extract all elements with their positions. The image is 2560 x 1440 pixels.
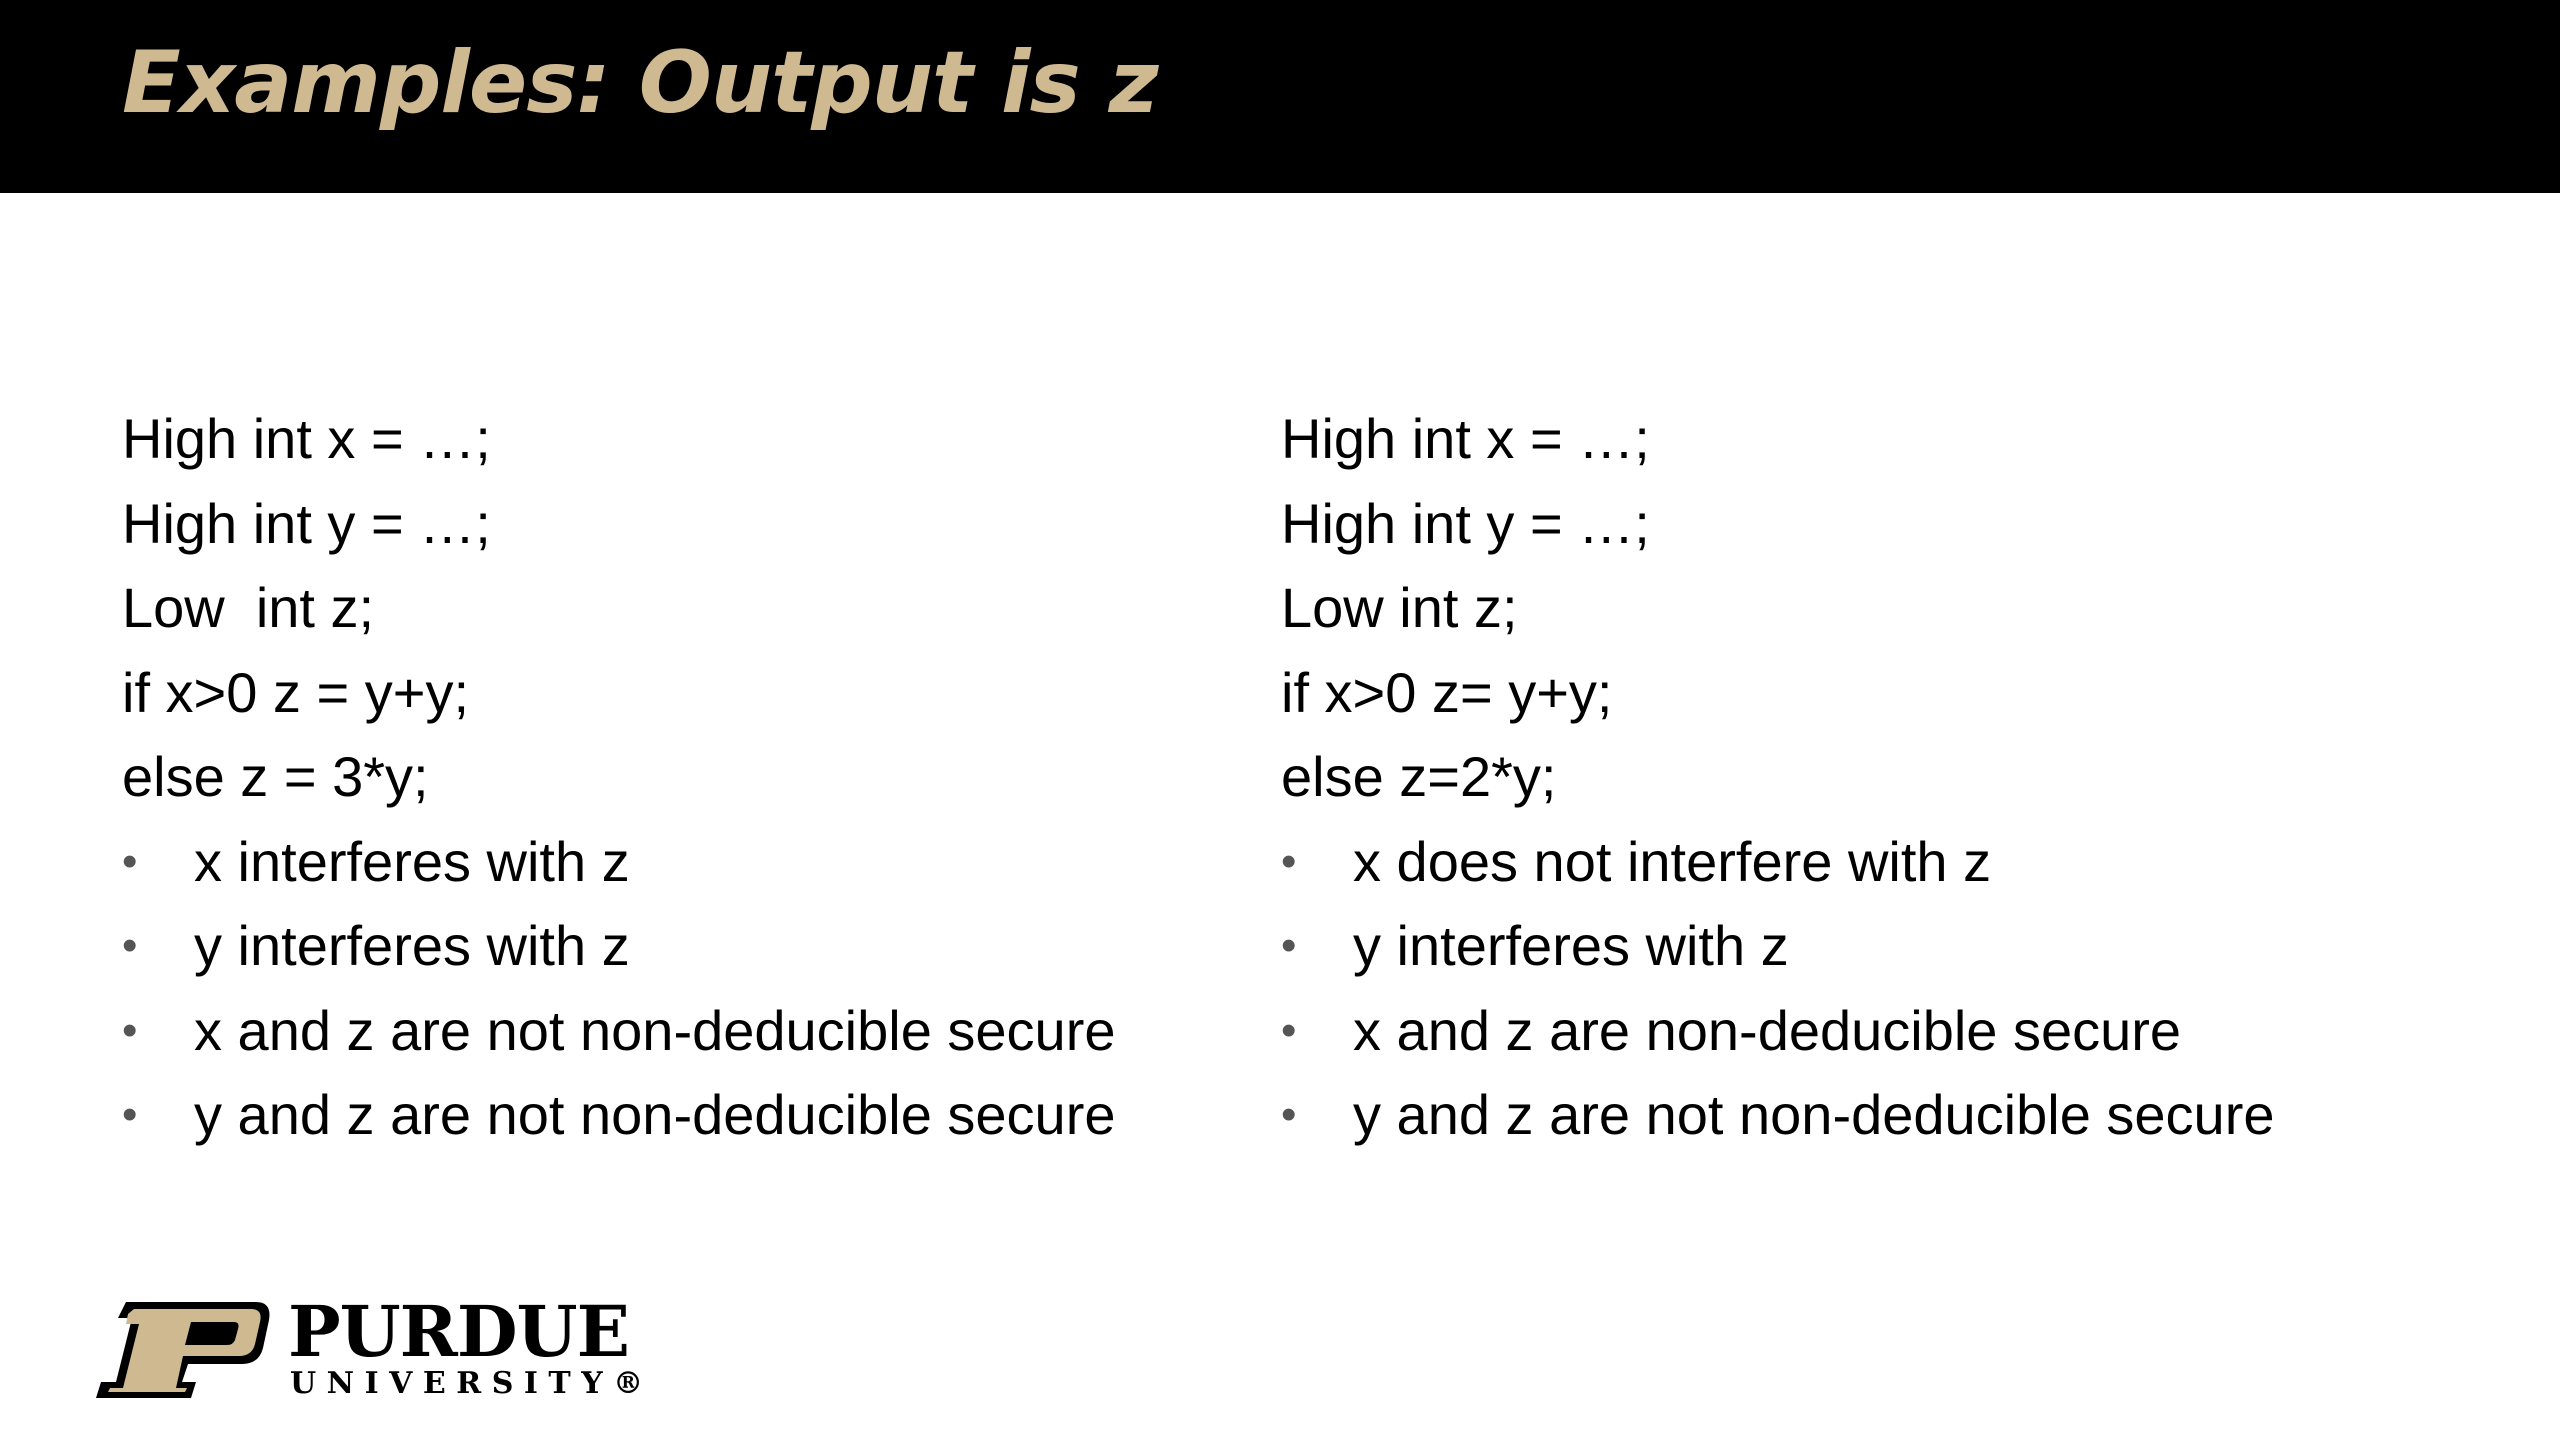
code-line: High int x = …; <box>1281 407 1650 470</box>
logo-subtitle: UNIVERSITY® <box>290 1366 654 1401</box>
bullet-item <box>1281 989 2431 1074</box>
bullet-text: x and z are non-deducible secure <box>1353 998 2182 1062</box>
bullet-icon: • <box>1281 836 1297 886</box>
bullet-text: y interferes with z <box>194 914 630 977</box>
bullet-item <box>1281 904 2431 989</box>
slide-title: Examples: Output is z <box>122 33 1158 133</box>
code-line: if x>0 z = y+y; <box>122 660 470 724</box>
bullet-text: y interferes with z <box>1353 914 1789 977</box>
code-line: Low int z; <box>122 576 375 639</box>
code-line: Low int z; <box>1281 576 1518 639</box>
bullet-item <box>1281 820 2431 905</box>
bullet-item <box>122 989 1272 1074</box>
title-bar <box>0 0 2560 193</box>
bullet-list <box>1281 820 2431 1158</box>
bullet-item <box>122 904 1272 989</box>
code-line: High int y = …; <box>122 491 491 555</box>
bullet-icon: • <box>122 1090 138 1139</box>
code-line: High int y = …; <box>1281 491 1650 555</box>
code-line: else z=2*y; <box>1281 745 1557 808</box>
code-line: High int x = …; <box>122 407 491 470</box>
bullet-icon: • <box>122 1005 138 1055</box>
bullet-list <box>122 820 1272 1158</box>
bullet-icon: • <box>122 921 138 970</box>
bullet-icon: • <box>1281 1090 1297 1139</box>
purdue-p-logo-icon <box>96 1300 271 1400</box>
bullet-text: x does not interfere with z <box>1353 829 1992 893</box>
bullet-text: x interferes with z <box>194 829 630 893</box>
code-line: if x>0 z= y+y; <box>1281 660 1613 724</box>
bullet-icon: • <box>122 836 138 886</box>
bullet-text: x and z are not non-deducible secure <box>194 998 1116 1062</box>
bullet-text: y and z are not non-deducible secure <box>194 1083 1116 1146</box>
bullet-text: y and z are not non-deducible secure <box>1353 1083 2275 1146</box>
logo-wordmark: PURDUE <box>288 1290 629 1373</box>
bullet-icon: • <box>1281 921 1297 970</box>
right-example <box>1281 397 2431 1158</box>
bullet-item <box>122 1073 1272 1158</box>
bullet-item <box>1281 1073 2431 1158</box>
bullet-icon: • <box>1281 1005 1297 1055</box>
purdue-logo <box>96 1290 654 1404</box>
bullet-item <box>122 820 1272 905</box>
left-example <box>122 397 1272 1158</box>
code-line: else z = 3*y; <box>122 745 429 808</box>
